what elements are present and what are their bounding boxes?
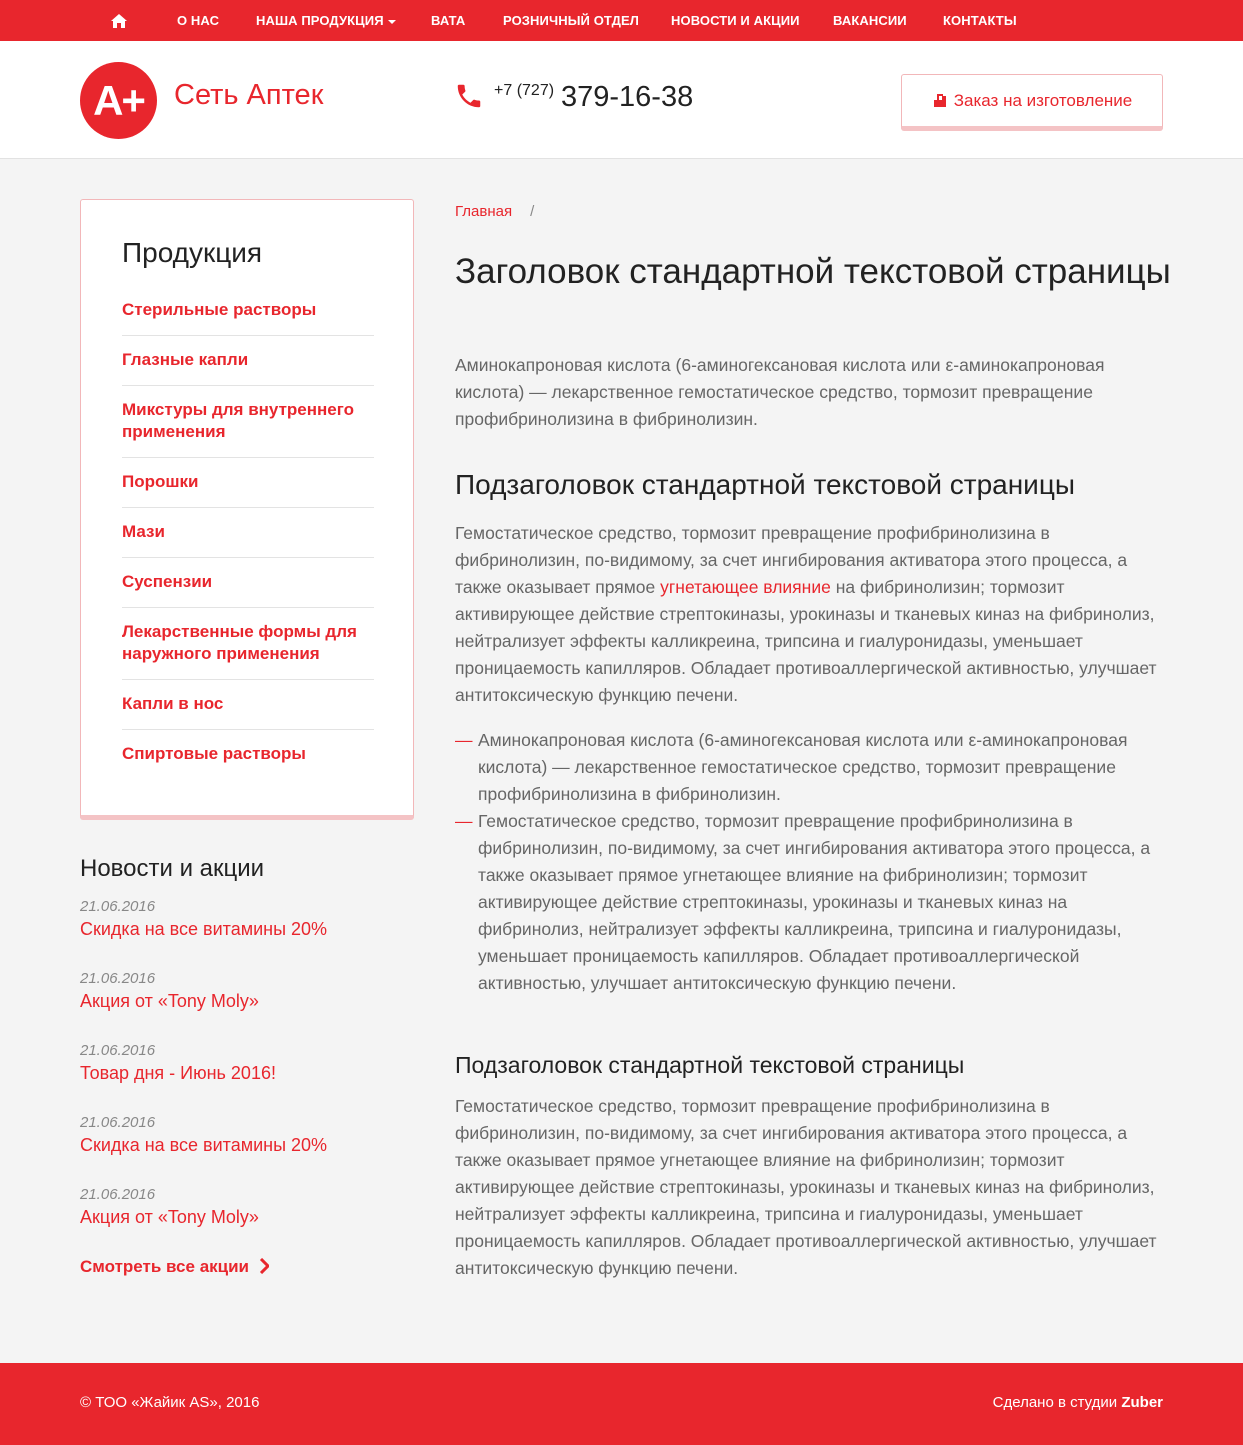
- news-date: 21.06.2016: [80, 970, 156, 987]
- sidebar-item-nose-drops[interactable]: Капли в нос: [122, 694, 224, 713]
- divider: [122, 607, 374, 608]
- nav-retail[interactable]: РОЗНИЧНЫЙ ОТДЕЛ: [503, 13, 639, 28]
- footer: [0, 1363, 1243, 1445]
- divider: [122, 385, 374, 386]
- nav-products[interactable]: [256, 0, 396, 41]
- phone-number[interactable]: 379-16-38: [561, 81, 694, 113]
- paragraph-2: Гемостатическое средство, тормозит превращение профибринолизина в фибринолизин, по-видимому, за счет ингибирования активатора этого процесса, а также оказывает прямое угнетающее влияние на фибринолизин; тормозит активирующее действие стрептокиназы, урокиназы и тканевых киназ на фибринолиз, нейтрализует эффекты калликреина, трипсина и гиалуронидазы, уменьшает проницаемость капилляров. Обладает противоаллергической активностью, улучшает антитоксическую функцию печени.: [455, 1096, 1157, 1278]
- sidebar-item-sterile[interactable]: Стерильные растворы: [122, 300, 317, 319]
- nav-about[interactable]: О НАС: [177, 13, 220, 28]
- paragraph-1-text: Гемостатическое средство, тормозит превращение профибринолизина в фибринолизин, по-видимому, за счет ингибирования активатора этого процесса, а также оказывает прямое: [455, 523, 1128, 597]
- sidebar-item-alcohol-solutions[interactable]: Спиртовые растворы: [122, 744, 306, 763]
- paragraph-1-text-end: на фибринолизин; тормозит активирующее действие стрептокиназы, урокиназы и тканевых киназ на фибринолиз, нейтрализует эффекты калликреина, трипсина и гиалуронидазы, уменьшает проницаемость капилляров. Обладает противоаллергической активностью, улучшает антитоксическую функцию печени.: [455, 577, 1157, 705]
- news-title: Новости и акции: [80, 855, 265, 882]
- sidebar-item-eye-drops[interactable]: Глазные капли: [122, 350, 249, 369]
- list-item-text: Гемостатическое средство, тормозит превращение профибринолизина в фибринолизин, по-видимому, за счет ингибирования активатора этого процесса, а также оказывает прямое угнетающее влияние на фибринолизин; тормозит активирующее действие стрептокиназы, урокиназы и тканевых киназ на фибринолиз, нейтрализует эффекты калликреина, трипсина и гиалуронидазы, уменьшает проницаемость капилляров. Обладает противоаллергической активностью, улучшает антитоксическую функцию печени.: [478, 811, 1151, 993]
- all-news-label: Смотреть все акции: [80, 1257, 250, 1276]
- list-dash: —: [455, 730, 473, 750]
- chevron-down-icon: [388, 20, 396, 24]
- divider: [122, 335, 374, 336]
- paragraph-1: [455, 520, 1165, 709]
- news-date: 21.06.2016: [80, 1186, 156, 1203]
- phone-icon: [454, 81, 484, 116]
- list-item: [455, 808, 1165, 997]
- page-title: Заголовок стандартной текстовой страницы: [455, 252, 1171, 291]
- all-news-link[interactable]: [80, 1257, 269, 1277]
- phone-prefix: +7 (727): [494, 82, 555, 99]
- list-item-text: Аминокапроновая кислота (6-аминогексановая кислота или ε-аминокапроновая кислота) — лекарственное гемостатическое средство, тормозит превращение профибринолизина в фибринолизин.: [478, 730, 1128, 804]
- news-date: 21.06.2016: [80, 898, 156, 915]
- subtitle-1: Подзаголовок стандартной текстовой страницы: [455, 469, 1075, 500]
- news-link[interactable]: Акция от «Tony Moly»: [80, 1207, 259, 1227]
- products-title: Продукция: [122, 237, 263, 268]
- nav-news[interactable]: НОВОСТИ И АКЦИИ: [671, 13, 800, 28]
- subtitle-2: Подзаголовок стандартной текстовой страницы: [455, 1052, 965, 1078]
- nav-vacancies[interactable]: ВАКАНСИИ: [833, 13, 907, 28]
- divider: [122, 729, 374, 730]
- news-link[interactable]: Товар дня - Июнь 2016!: [80, 1063, 276, 1083]
- breadcrumb-separator: /: [530, 203, 535, 220]
- copyright: © ТОО «Жайик AS», 2016: [80, 1394, 260, 1411]
- chevron-right-icon: [259, 1258, 269, 1274]
- news-date: 21.06.2016: [80, 1114, 156, 1131]
- news-link[interactable]: Скидка на все витамины 20%: [80, 919, 328, 939]
- sidebar-item-powders[interactable]: Порошки: [122, 472, 199, 491]
- top-navigation: [0, 0, 1243, 41]
- sidebar-item-mixtures[interactable]: Микстуры для внутреннего применения: [122, 400, 354, 441]
- nav-contacts[interactable]: КОНТАКТЫ: [943, 13, 1017, 28]
- order-button-label: Заказ на изготовление: [953, 91, 1133, 110]
- divider: [122, 507, 374, 508]
- inline-link[interactable]: угнетающее влияние: [660, 577, 831, 597]
- home-icon[interactable]: [111, 0, 127, 41]
- breadcrumb-home[interactable]: Главная: [455, 203, 513, 220]
- studio-link[interactable]: Zuber: [1121, 1394, 1163, 1411]
- news-date: 21.06.2016: [80, 1042, 156, 1059]
- hand-bag-icon: [932, 92, 948, 108]
- site-header: [0, 41, 1243, 159]
- nav-products-label: НАША ПРОДУКЦИЯ: [256, 13, 384, 28]
- made-by: [993, 1394, 1163, 1411]
- breadcrumb: [455, 203, 534, 220]
- order-button[interactable]: [901, 74, 1163, 131]
- news-link[interactable]: Акция от «Tony Moly»: [80, 991, 259, 1011]
- divider: [122, 457, 374, 458]
- list-dash: —: [455, 811, 473, 831]
- sidebar-item-external-forms[interactable]: Лекарственные формы для наружного применения: [122, 622, 357, 663]
- sidebar-item-ointments[interactable]: Мази: [122, 522, 165, 541]
- list-item: [455, 727, 1165, 808]
- made-by-label: Сделано в студии: [992, 1394, 1118, 1411]
- divider: [122, 679, 374, 680]
- news-link[interactable]: Скидка на все витамины 20%: [80, 1135, 328, 1155]
- divider: [122, 557, 374, 558]
- sidebar-item-suspensions[interactable]: Суспензии: [122, 572, 213, 591]
- nav-cotton[interactable]: ВАТА: [431, 13, 466, 28]
- logo[interactable]: А+: [80, 62, 157, 139]
- logo-text[interactable]: Сеть Аптек: [174, 79, 324, 111]
- intro-paragraph: Аминокапроновая кислота (6-аминогексановая кислота или ε-аминокапроновая кислота) — лекарственное гемостатическое средство, тормозит превращение профибринолизина в фибринолизин.: [455, 355, 1105, 429]
- products-sidebar: [80, 199, 414, 820]
